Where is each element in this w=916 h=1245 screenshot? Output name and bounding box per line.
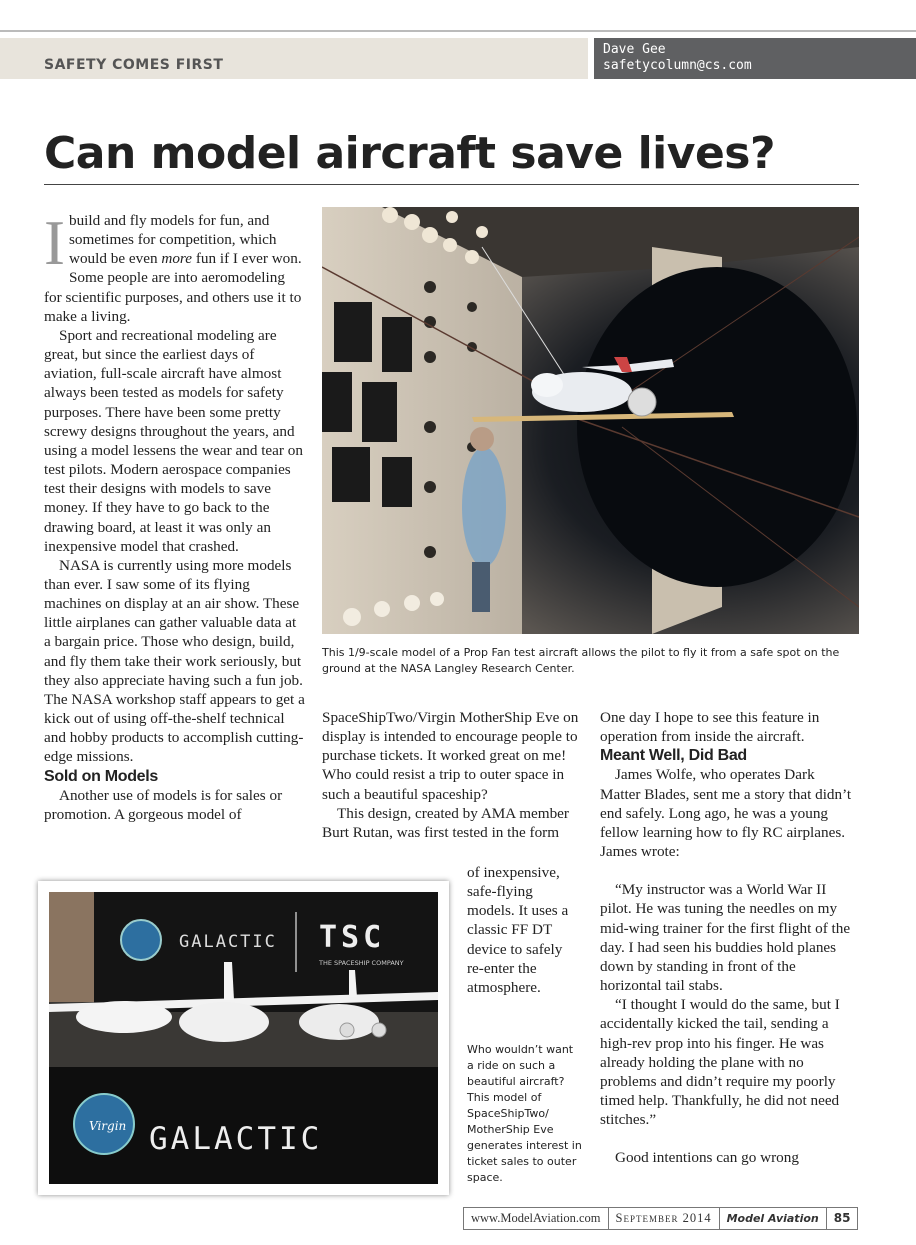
page-number: 85 <box>833 1211 851 1225</box>
column-2-inset <box>467 863 579 997</box>
footer-url[interactable]: www.ModelAviation.com <box>464 1208 609 1229</box>
paragraph-3: NASA is currently using more models than ever. I saw some of its flying machines on display at an air show. These little airplanes can gather valuable data at a bargain price. Those who design, build, and fly them take their work seriously, but they also appreciate having such a fun job. The NASA workshop staff appears to get a kick out of using off-the-shelf technical and hobby products to accomplish cutting-edge missions. <box>44 556 305 766</box>
title-rule <box>44 184 859 185</box>
column-1 <box>44 208 306 824</box>
paragraph-2: Sport and recreational modeling are great, but since the earliest days of aviation, full-scale aircraft have almost always been tested as models for safety purposes. There have been some pretty screwy designs throughout the years, and using a model lessens the wear and tear on test pilots. Modern aerospace companies test their designs with models to save money. If they have to go back to the drawing board, at least it was only an inexpensive model that crashed. <box>44 326 303 555</box>
subhead-sold-on-models: Sold on Models <box>44 767 159 785</box>
spaceship-photo <box>49 892 438 1184</box>
caption-wind-tunnel: This 1/9-scale model of a Prop Fan test aircraft allows the pilot to fly it from a safe spot on the ground at the NASA Langley Research Center. <box>322 646 840 675</box>
author-banner <box>594 38 916 79</box>
author-name: Dave Gee <box>603 42 666 57</box>
caption-spaceship: Who wouldn’t want a ride on such a beautiful aircraft? This model of SpaceShipTwo/ MotherShip Eve generates interest in ticket sales to outer space. <box>467 1043 582 1184</box>
col2-paragraph-2a: This design, created by AMA member Burt Rutan, was first tested in the form <box>322 804 569 841</box>
spaceship-photo-frame <box>38 881 449 1195</box>
column-2 <box>322 708 584 842</box>
section-kicker: SAFETY COMES FIRST <box>44 57 224 73</box>
col3-paragraph-3: “My instructor was a World War II pilot. He was tuning the needles on my mid-wing trainer for the first flight of the day. I had seen his buddies hold planes down by standing in front of the horizontal tail stabs. <box>600 881 851 995</box>
article-title: Can model aircraft save lives? <box>44 128 776 179</box>
col3-paragraph-5: Good intentions can go wrong <box>615 1149 799 1167</box>
page-footer <box>463 1207 858 1230</box>
footer-month: September 2014 <box>609 1208 720 1229</box>
column-3 <box>600 708 856 1167</box>
virgin-logo-text: Virgin <box>89 1119 127 1133</box>
paragraph-1: Ibuild and fly models for fun, and sometimes for competition, which would be even more fun if I ever won. Some people are into aeromodeling for scientific purposes, and others use it to make a living. <box>44 208 302 325</box>
author-email[interactable]: safetycolumn@cs.com <box>603 58 752 73</box>
section-banner <box>0 38 588 79</box>
tsc-subtitle: THE SPACESHIP COMPANY <box>319 959 404 967</box>
tsc-text: TSC <box>319 920 386 955</box>
col3-paragraph-4: “I thought I would do the same, but I accidentally kicked the tail, sending a high-rev prop into his finger. He was already holding the plane with no problems and didn’t require my poorly timed help. Thankfully, he did not need stitches.” <box>600 996 840 1129</box>
col2-paragraph-2b: of inexpensive, safe-flying models. It uses a classic FF DT device to safely re-enter the atmosphere. <box>467 864 569 996</box>
footer-magazine: Model Aviation <box>720 1208 827 1229</box>
galactic-bottom-text: GALACTIC <box>149 1121 323 1157</box>
wind-tunnel-photo <box>322 207 859 634</box>
drop-cap: I <box>44 208 65 278</box>
col3-paragraph-1: One day I hope to see this feature in operation from inside the aircraft. <box>600 709 820 746</box>
top-rule <box>0 30 916 32</box>
col2-paragraph-1: SpaceShipTwo/Virgin MotherShip Eve on display is intended to encourage people to purchase tickets. It worked great on me! Who could resist a trip to outer space in such a beautiful spaceship? <box>322 709 579 803</box>
col3-paragraph-2: James Wolfe, who operates Dark Matter Blades, sent me a story that didn’t end safely. Long ago, he was a young fellow learning how to fly RC airplanes. James wrote: <box>600 766 852 861</box>
subhead-meant-well: Meant Well, Did Bad <box>600 747 747 765</box>
paragraph-4: Another use of models is for sales or promotion. A gorgeous model of <box>44 786 283 823</box>
galactic-top-text: GALACTIC <box>179 932 277 952</box>
